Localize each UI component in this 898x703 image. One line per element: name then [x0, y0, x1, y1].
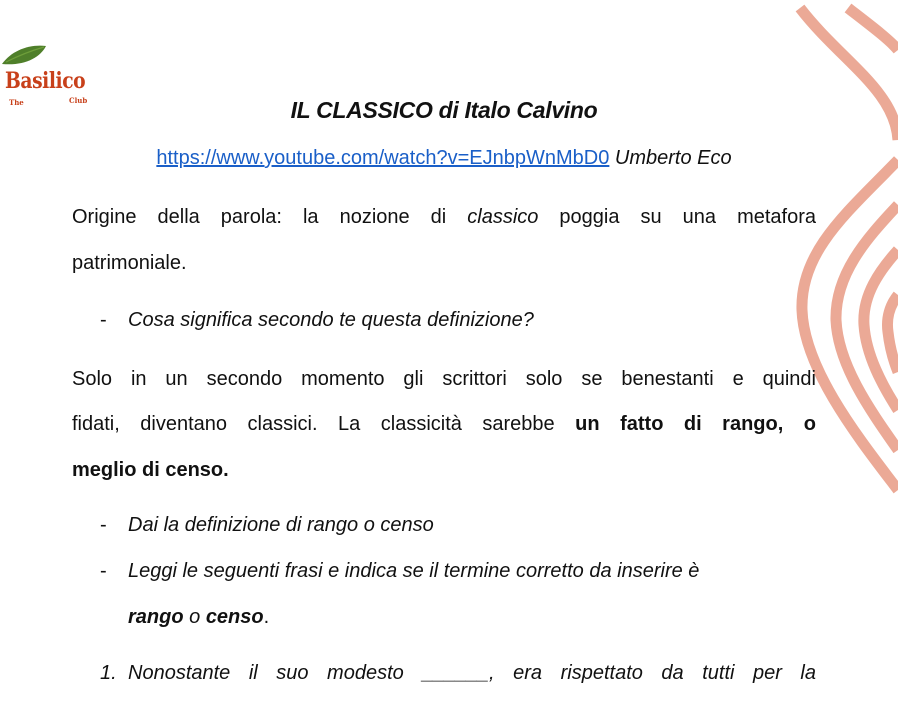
bullet-text: Cosa significa secondo te questa definizione?: [128, 309, 534, 331]
bold-text: un fatto di rango, o: [575, 413, 816, 435]
connector-text: o: [183, 606, 206, 628]
period: .: [263, 606, 270, 628]
bold-term-rango: rango: [128, 606, 184, 628]
paragraph-text: Origine della parola: la nozione di: [72, 206, 468, 228]
document-title: IL CLASSICO di Italo Calvino: [290, 97, 598, 123]
bullet-text: Dai la definizione di rango o censo: [128, 514, 434, 536]
subtitle-line: [0, 147, 888, 170]
bullet-text-line2: [128, 606, 816, 629]
bullet-dash: -: [100, 560, 107, 582]
bullet-text: Leggi le seguenti frasi e indica se il termine corretto da inserire è: [128, 560, 700, 582]
logo-club-label: Club: [69, 96, 88, 105]
paragraph-origin-line1: [72, 194, 816, 240]
youtube-link[interactable]: https://www.youtube.com/watch?v=EJnbpWnMbD0: [156, 147, 610, 169]
paragraph-origin-line2: patrimoniale.: [72, 252, 187, 274]
paragraph-text: fidati, diventano classici. La classicità sarebbe: [72, 413, 576, 435]
item-number: 1.: [100, 662, 117, 684]
bullet-dash: -: [100, 514, 107, 536]
item-text: Nonostante il suo modesto ______, era rispettato da tutti per la: [128, 662, 816, 684]
logo-wordmark: Basilico: [5, 68, 86, 94]
author-name: Umberto Eco: [614, 147, 732, 169]
basil-leaf-icon: [0, 42, 50, 68]
paragraph-writers-line2: [72, 401, 816, 447]
bold-text: meglio di censo.: [72, 459, 229, 481]
paragraph-writers-line1: Solo in un secondo momento gli scrittori solo se benestanti e quindi: [72, 368, 816, 390]
paragraph-writers-line3: [72, 447, 816, 493]
bullet-dash: -: [100, 309, 107, 331]
paragraph-text: poggia su una metafora: [538, 206, 817, 228]
italic-term-classico: classico: [467, 206, 539, 228]
bold-term-censo: censo: [205, 606, 264, 628]
logo-the-label: The: [9, 98, 24, 107]
